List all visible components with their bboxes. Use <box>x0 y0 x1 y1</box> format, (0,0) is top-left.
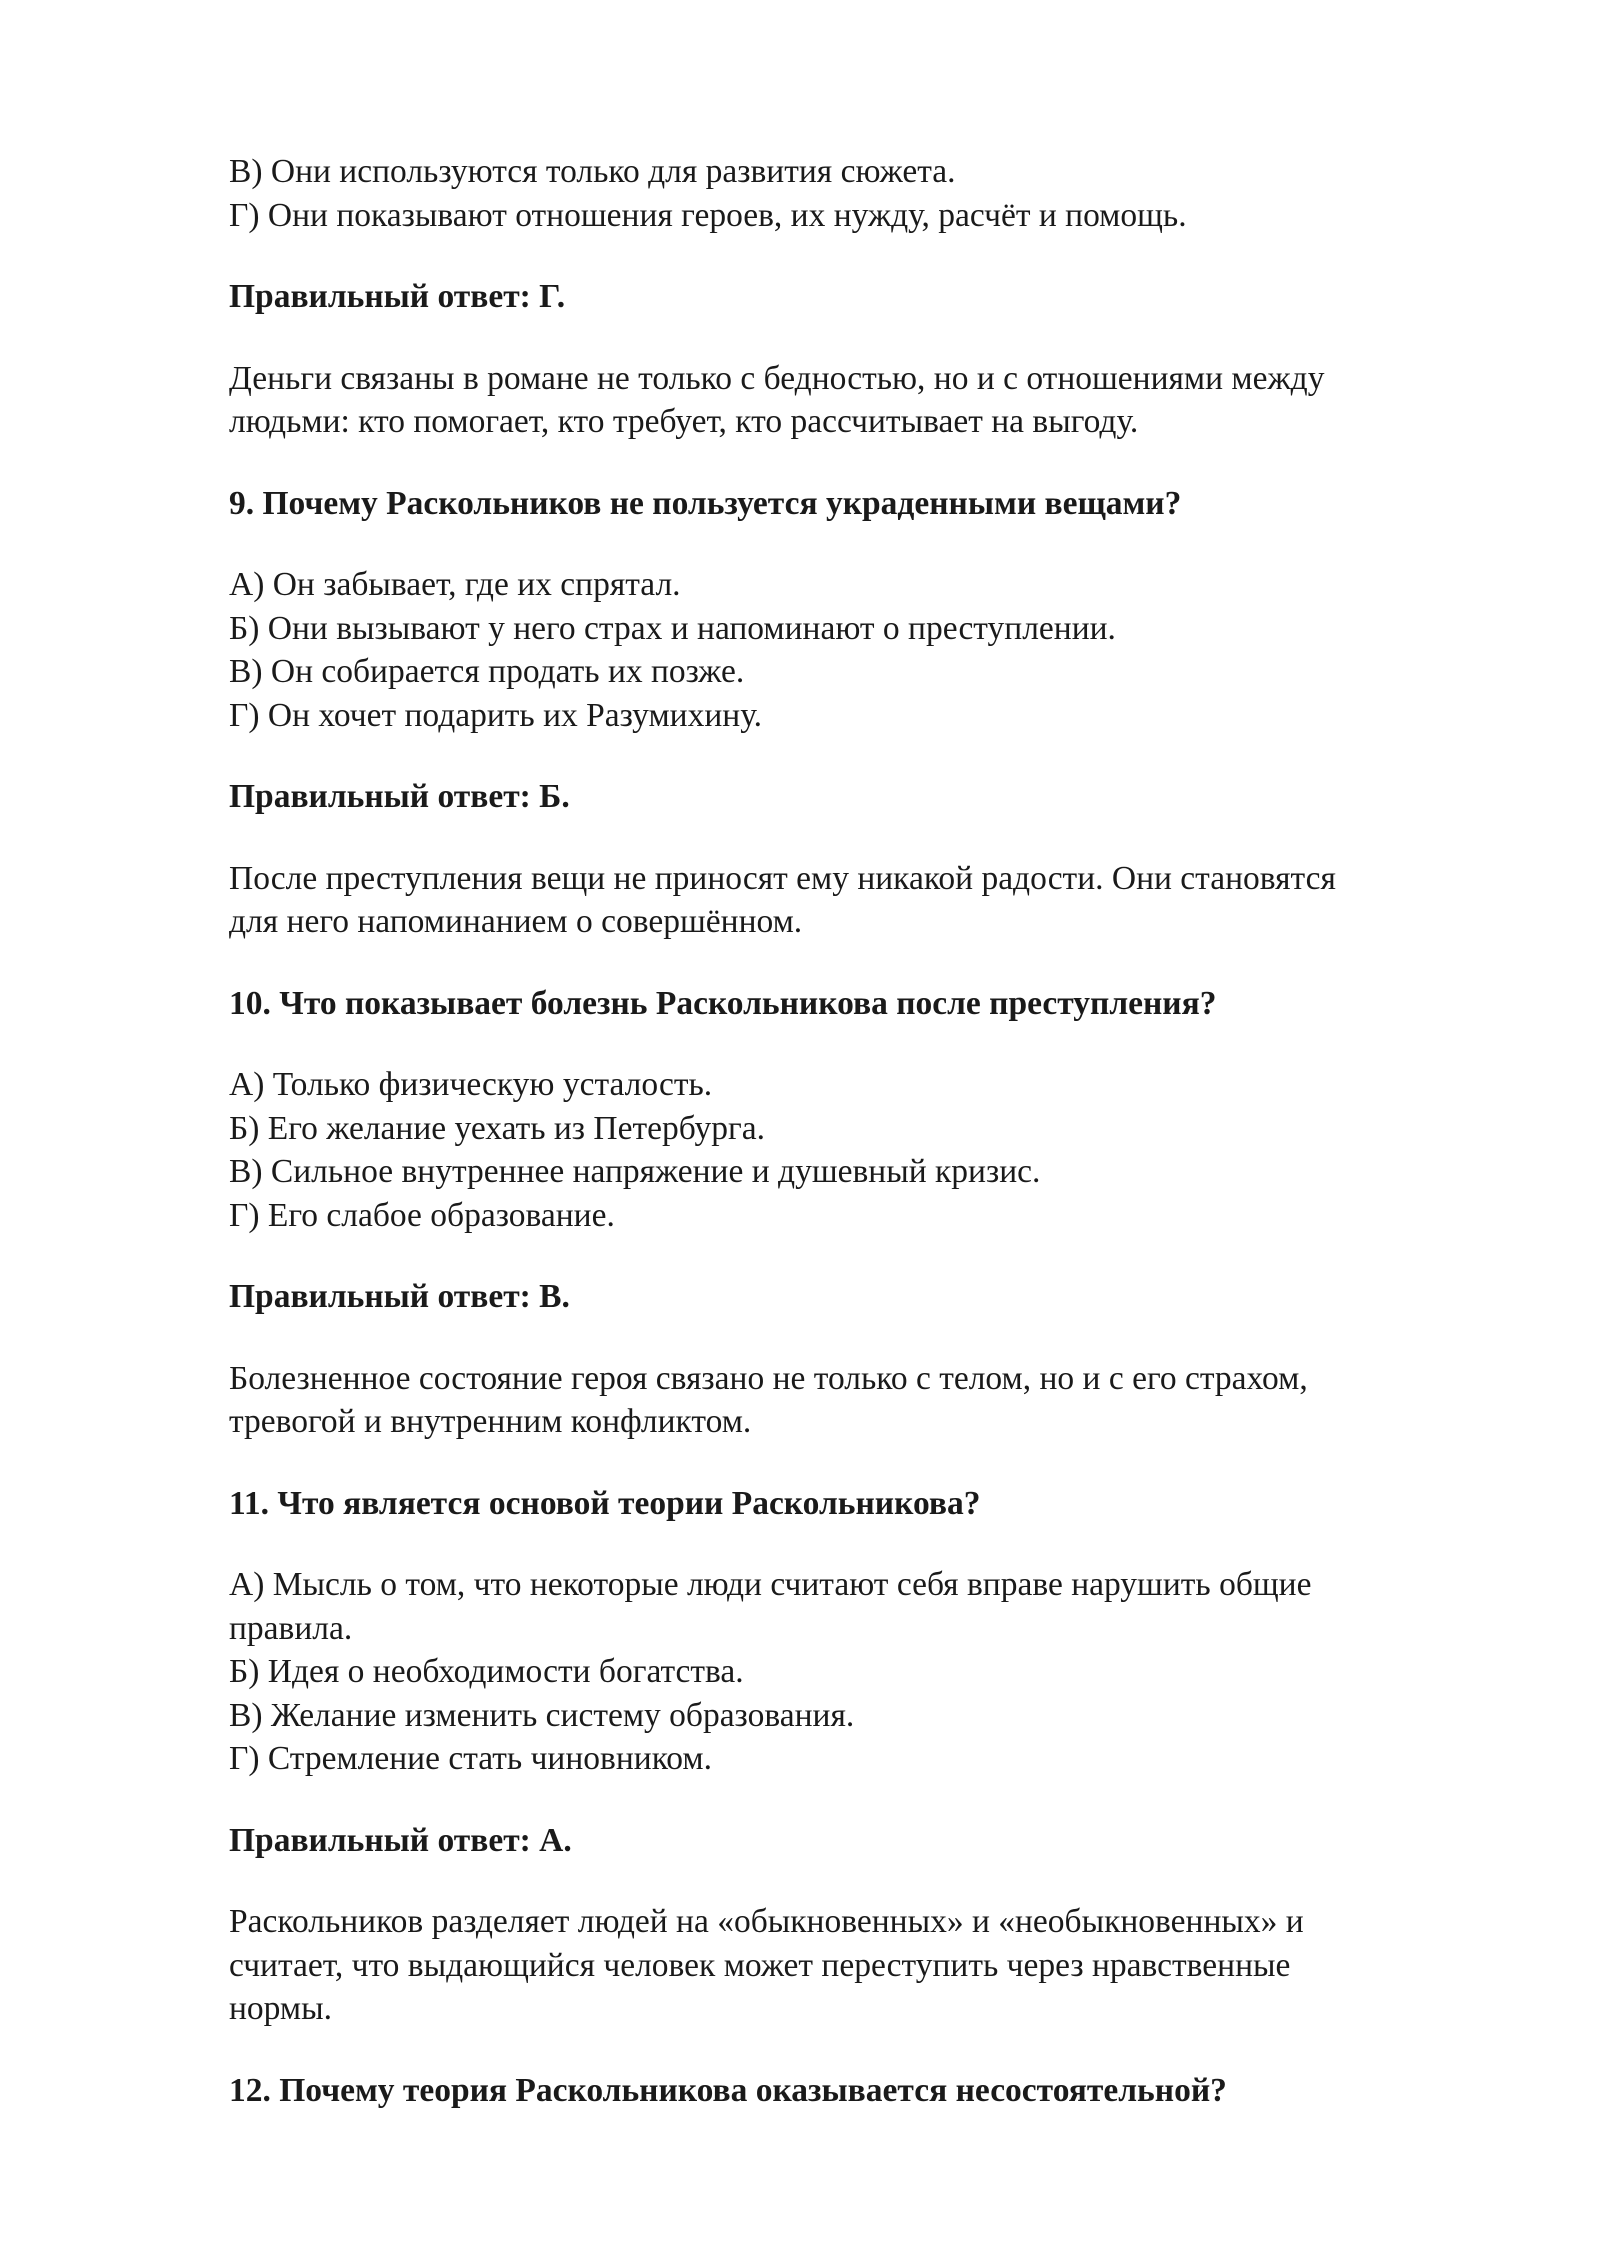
explanation-line: Болезненное состояние героя связано не только с телом, но и с его страхом, <box>229 1359 1308 1397</box>
explanation-line: Раскольников разделяет людей на «обыкновенных» и «необыкновенных» и <box>229 1903 1304 1940</box>
q9-options <box>229 563 1489 737</box>
option-a: А) Только физическую усталость. <box>229 1066 713 1103</box>
option-b: Б) Его желание уехать из Петербурга. <box>229 1109 765 1147</box>
q12-question: 12. Почему теория Раскольникова оказывается несостоятельной? <box>229 2071 1227 2109</box>
q8-answer: Правильный ответ: Г. <box>229 278 566 315</box>
option-g: Г) Они показывают отношения героев, их нужду, расчёт и помощь. <box>229 196 1187 234</box>
option-a: А) Мысль о том, что некоторые люди считают себя вправе нарушить общие <box>229 1566 1312 1603</box>
explanation-line: для него напоминанием о совершённом. <box>229 903 803 940</box>
option-v: В) Он собирается продать их позже. <box>229 653 745 690</box>
q8-options <box>229 150 1489 237</box>
option-g: Г) Он хочет подарить их Разумихину. <box>229 696 762 734</box>
explanation-line: тревогой и внутренним конфликтом. <box>229 1403 752 1440</box>
q9-explanation <box>229 857 1489 944</box>
option-v: В) Желание изменить систему образования. <box>229 1696 855 1734</box>
explanation-line: людьми: кто помогает, кто требует, кто рассчитывает на выгоду. <box>229 403 1139 440</box>
q8-explanation <box>229 357 1489 444</box>
explanation-line: После преступления вещи не приносят ему никакой радости. Они становятся <box>229 859 1336 897</box>
option-g: Г) Его слабое образование. <box>229 1196 615 1234</box>
q9-answer: Правильный ответ: Б. <box>229 778 570 815</box>
q10-explanation <box>229 1357 1489 1444</box>
option-v: В) Они используются только для развития сюжета. <box>229 153 956 190</box>
option-b: Б) Они вызывают у него страх и напоминают о преступлении. <box>229 609 1116 647</box>
document-page <box>229 150 1489 2112</box>
q10-options <box>229 1063 1489 1237</box>
q11-question: 11. Что является основой теории Раскольникова? <box>229 1484 981 1522</box>
q10-question: 10. Что показывает болезнь Раскольникова после преступления? <box>229 984 1217 1022</box>
explanation-line: нормы. <box>229 1990 333 2027</box>
option-a-continued: правила. <box>229 1609 353 1647</box>
explanation-line: считает, что выдающийся человек может переступить через нравственные <box>229 1946 1291 1984</box>
q11-explanation <box>229 1900 1489 2031</box>
option-v: В) Сильное внутреннее напряжение и душевный кризис. <box>229 1153 1041 1190</box>
q11-options <box>229 1563 1489 1781</box>
option-a: А) Он забывает, где их спрятал. <box>229 566 681 603</box>
q10-answer: Правильный ответ: В. <box>229 1278 570 1315</box>
q9-question: 9. Почему Раскольников не пользуется украденными вещами? <box>229 484 1182 522</box>
option-g: Г) Стремление стать чиновником. <box>229 1740 712 1777</box>
explanation-line: Деньги связаны в романе не только с бедностью, но и с отношениями между <box>229 359 1325 397</box>
option-b: Б) Идея о необходимости богатства. <box>229 1653 744 1690</box>
q11-answer: Правильный ответ: А. <box>229 1821 572 1859</box>
